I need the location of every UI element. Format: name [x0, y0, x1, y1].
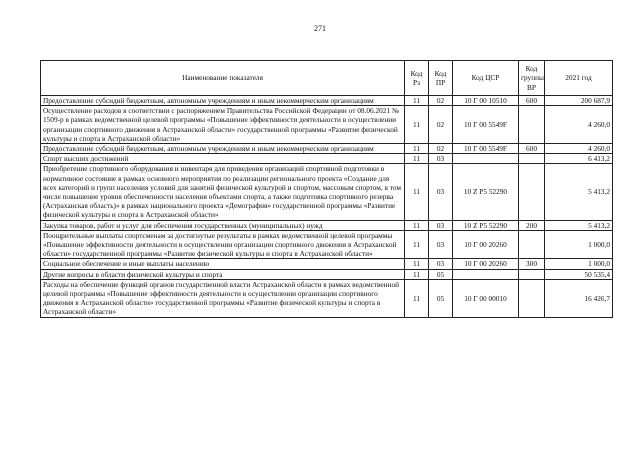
cell-vr: 200 — [519, 220, 545, 230]
cell-vr — [519, 230, 545, 259]
cell-csr: 10 Г 00 5549F — [453, 106, 519, 144]
cell-vr — [519, 106, 545, 144]
header-year: 2021 год — [545, 61, 613, 96]
cell-vr: 600 — [519, 96, 545, 106]
cell-amount: 200 687,9 — [545, 96, 613, 106]
cell-csr: 10 Г 00 20260 — [453, 259, 519, 269]
table-row — [41, 259, 613, 269]
cell-vr — [519, 164, 545, 220]
budget-table-container — [40, 60, 612, 318]
cell-csr — [453, 269, 519, 279]
table-row — [41, 220, 613, 230]
cell-name: Социальное обеспечение и иные выплаты населению — [41, 259, 405, 269]
cell-csr — [453, 154, 519, 164]
header-name: Наименование показателя — [41, 61, 405, 96]
header-csr: Код ЦСР — [453, 61, 519, 96]
header-pr: Код ПР — [429, 61, 453, 96]
cell-amount: 6 413,2 — [545, 154, 613, 164]
cell-pr: 03 — [429, 220, 453, 230]
table-row — [41, 164, 613, 220]
cell-rz: 11 — [405, 279, 429, 317]
table-row — [41, 154, 613, 164]
cell-pr: 02 — [429, 144, 453, 154]
cell-name: Закупка товаров, работ и услуг для обеспечения государственных (муниципальных) нужд — [41, 220, 405, 230]
cell-pr: 05 — [429, 269, 453, 279]
cell-csr: 10 Г 00 5549F — [453, 144, 519, 154]
header-vr: Код группы ВР — [519, 61, 545, 96]
cell-name: Поощрительные выплаты спортсменам за достигнутые результаты в рамках ведомственной целевой программы «Повышение эффективности деятельности в осуществлении организации спортивного движения в Астраханской области» государственной программы «Развитие физической культуры и спорта в Астраханской области» — [41, 230, 405, 259]
cell-name: Осуществление расходов в соответствии с распоряжением Правительства Российской Федерации от 08.06.2021 № 1509-р в рамках ведомственной целевой программы «Повышение эффективности деятельности в осуществлении организации спортивного движения в Астраханской области» государственной программы «Развитие физической культуры и спорта в Астраханской области» — [41, 106, 405, 144]
cell-vr: 600 — [519, 144, 545, 154]
table-row — [41, 144, 613, 154]
cell-vr — [519, 154, 545, 164]
cell-pr: 05 — [429, 279, 453, 317]
cell-amount: 16 426,7 — [545, 279, 613, 317]
cell-name: Предоставление субсидий бюджетным, автономным учреждениям и иным некоммерческим организациям — [41, 96, 405, 106]
table-header-row — [41, 61, 613, 96]
cell-rz: 11 — [405, 144, 429, 154]
cell-rz: 11 — [405, 230, 429, 259]
cell-csr: 10 Г 00 20260 — [453, 230, 519, 259]
cell-csr: 10 Г 00 10510 — [453, 96, 519, 106]
cell-amount: 1 000,0 — [545, 259, 613, 269]
cell-name: Предоставление субсидий бюджетным, автономным учреждениям и иным некоммерческим организациям — [41, 144, 405, 154]
cell-vr: 300 — [519, 259, 545, 269]
table-row — [41, 269, 613, 279]
cell-vr — [519, 269, 545, 279]
cell-pr: 03 — [429, 154, 453, 164]
cell-amount: 5 413,2 — [545, 164, 613, 220]
table-row — [41, 106, 613, 144]
budget-table — [40, 60, 613, 318]
cell-rz: 11 — [405, 106, 429, 144]
cell-pr: 03 — [429, 164, 453, 220]
cell-amount: 5 413,2 — [545, 220, 613, 230]
cell-csr: 10 Z P5 52290 — [453, 220, 519, 230]
cell-rz: 11 — [405, 96, 429, 106]
cell-amount: 50 535,4 — [545, 269, 613, 279]
cell-rz: 11 — [405, 269, 429, 279]
cell-pr: 02 — [429, 96, 453, 106]
cell-amount: 4 260,0 — [545, 106, 613, 144]
cell-rz: 11 — [405, 154, 429, 164]
cell-name: Другие вопросы в области физической культуры и спорта — [41, 269, 405, 279]
cell-pr: 03 — [429, 259, 453, 269]
cell-pr: 02 — [429, 106, 453, 144]
table-row — [41, 279, 613, 317]
table-row — [41, 230, 613, 259]
table-row — [41, 96, 613, 106]
cell-amount: 4 260,0 — [545, 144, 613, 154]
page-number: 271 — [314, 24, 326, 33]
cell-name: Спорт высших достижений — [41, 154, 405, 164]
cell-pr: 03 — [429, 230, 453, 259]
cell-csr: 10 Г 00 00010 — [453, 279, 519, 317]
cell-rz: 11 — [405, 259, 429, 269]
cell-rz: 11 — [405, 220, 429, 230]
cell-amount: 1 000,0 — [545, 230, 613, 259]
cell-name: Приобретение спортивного оборудования и инвентаря для приведения организаций спортивной подготовки в нормативное состояние в рамках основного мероприятия по реализации регионального проекта «Создание для всех категорий и групп населения условий для занятий физической культурой и спортом, массовым спортом, в том числе повышение уровня обеспеченности населения объектами спорта, а также подготовка спортивного резерва (Астраханская область)» в рамках национального проекта «Демография» государственной программы «Развитие физической культуры и спорта в Астраханской области» — [41, 164, 405, 220]
cell-vr — [519, 279, 545, 317]
cell-name: Расходы на обеспечение функций органов государственной власти Астраханской области в рамках ведомственной целевой программы «Повышение эффективности деятельности в осуществлении организации спортивного движения в Астраханской области» государственной программы «Развитие физической культуры и спорта в Астраханской области» — [41, 279, 405, 317]
header-rz: Код Рз — [405, 61, 429, 96]
cell-csr: 10 Z P5 52290 — [453, 164, 519, 220]
cell-rz: 11 — [405, 164, 429, 220]
